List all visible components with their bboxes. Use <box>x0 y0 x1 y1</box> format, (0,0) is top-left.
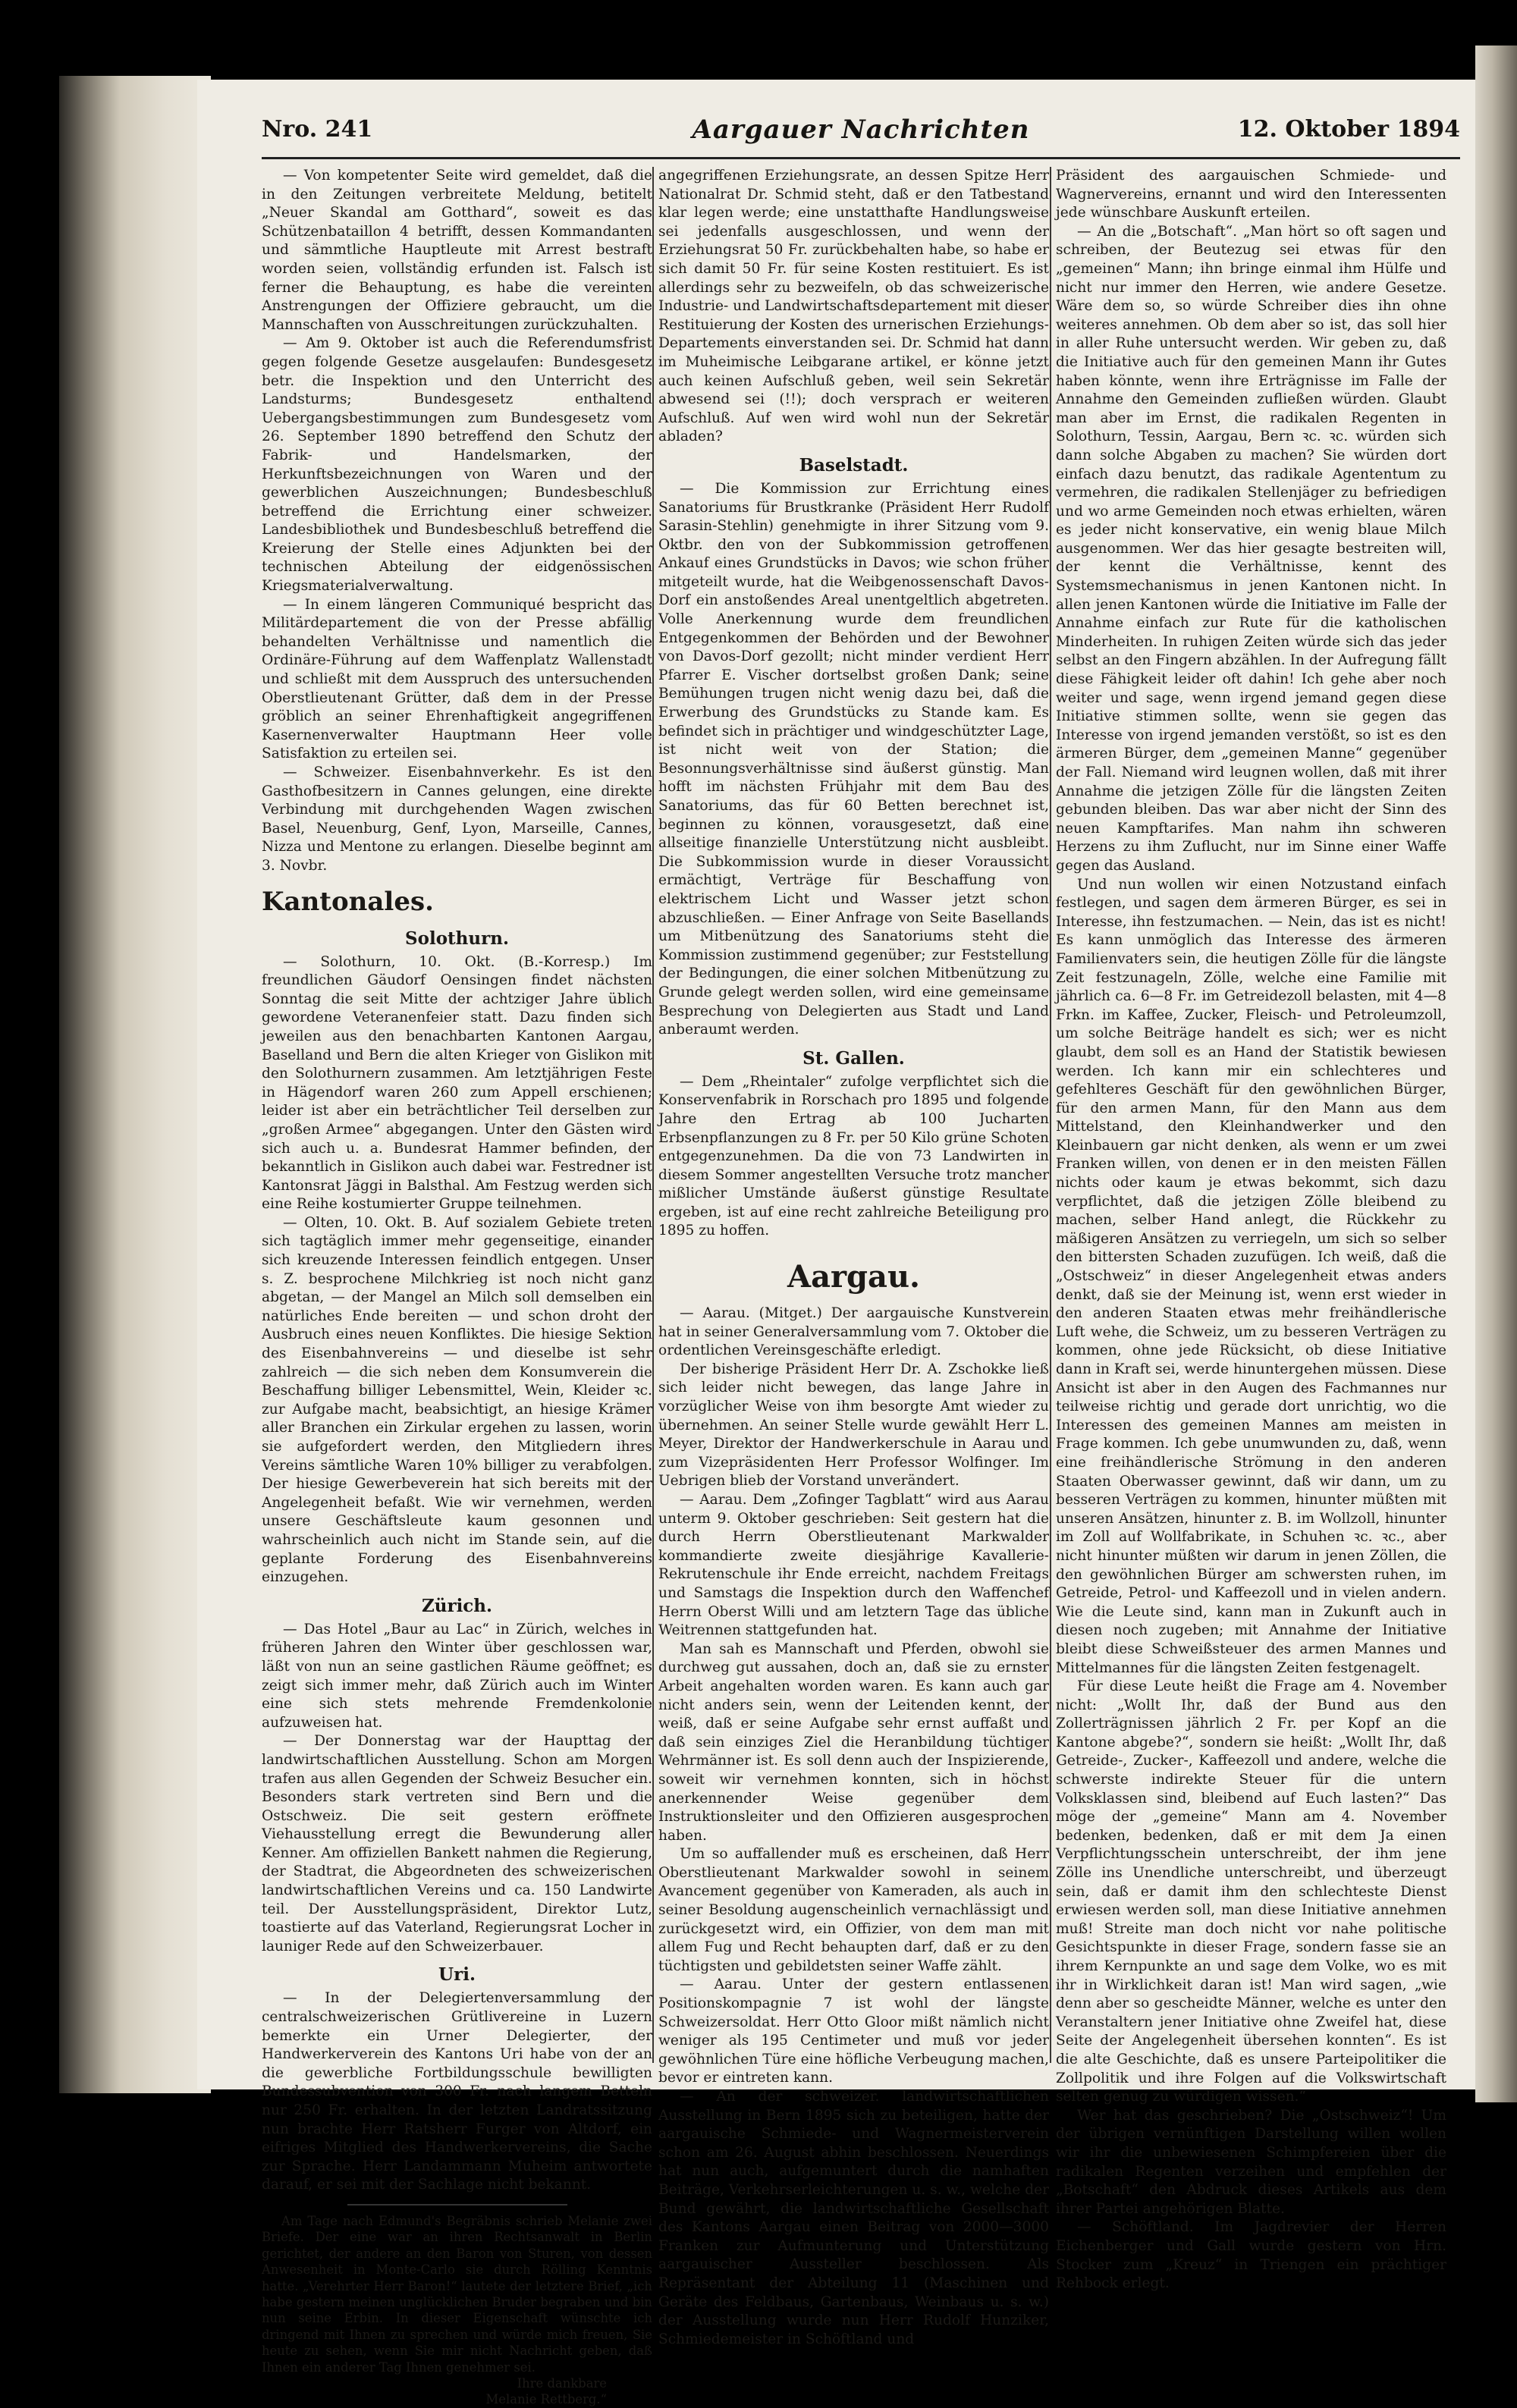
newspaper-sheet <box>197 80 1475 2407</box>
column-divider-1 <box>652 167 654 2063</box>
feuilleton-divider <box>347 2204 567 2206</box>
feuilleton-signature-line: Ihre dankbare <box>517 2376 607 2391</box>
article-paragraph: — Aarau. Unter der gestern entlassenen Positionskompagnie 7 ist wohl der längste Schweizersoldat. Herr Otto Gloor mißt nämlich nicht weniger als 195 Centimeter und muß vor jeder gewöhnlichen Türe eine höfliche Verbeugung machen, bevor er eintreten kann. <box>658 1976 1049 2086</box>
subheading-zuerich: Zürich. <box>421 1595 493 1616</box>
article-paragraph: — Solothurn, 10. Okt. (B.-Korresp.) Im freundlichen Gäudorf Oensingen findet nächsten Sonntag die seit Mitte der achtziger Jahre üblich gewordene Veteranenfeier statt. Dazu finden sich jeweilen aus den benachbarten Kantonen Aargau, Baselland und Bern die alten Krieger von Gislikon mit den Solothurnern zusammen. Am letztjährigen Feste in Hägendorf waren 260 zum Appell erschienen; leider ist aber ein beträchtlicher Teil derselben zur „großen Armee“ abgegangen. Unter den Gästen wird sich auch u. a. Bundesrat Hammer befinden, der bekanntlich in Gislikon auch dabei war. Festredner ist Kantonsrat Jäggi in Balsthal. Am Festzug werden sich eine Reihe kostumierter Gruppe teilnehmen. <box>262 953 652 1213</box>
page-edge-right <box>1475 46 1517 2102</box>
article-paragraph: Wer hat das geschrieben? Die „Ostschweiz“! Um der übrigen vernünftigen Darstellung willen wollen wir ihr die unbewiesenen Schimpfereien über die radikalen Regenten verzeihen und empfehlen der „Botschaft“ den Abdruck dieses Artikels aus dem ihrer Partei angehörigen Blatte. <box>1056 2107 1446 2217</box>
article-paragraph: angegriffenen Erziehungsrate, an dessen Spitze Herr Nationalrat Dr. Schmid steht, daß er den Tatbestand klar legen werde; eine unstatthafte Handlungsweise sei jedenfalls ausgeschlossen, und wenn der Erziehungsrat 50 Fr. zurückbehalten habe, so habe er sich damit 50 Fr. für seine Kosten restituiert. Es ist allerdings sehr zu bezweifeln, ob das schweizerische Industrie- und Landwirtschaftsdepartement mit dieser Restituierung der Kosten des urnerischen Erziehungs-Departements einverstanden sei. Dr. Schmid hat dann im Muheimische Leibgarane artikel, er könne jetzt auch keinen Aufschluß geben, weil sein Sekretär abwesend sei (!!); doch versprach er weiteren Aufschluß. Auf wen wird wohl nun der Sekretär abladen? <box>658 168 1049 445</box>
article-paragraph: Für diese Leute heißt die Frage am 4. November nicht: „Wollt Ihr, daß der Bund aus den Zollerträgnissen jährlich 2 Fr. per Kopf an die Kantone abgebe?“, sondern sie heißt: „Wollt Ihr, daß Getreide-, Zucker-, Kaffeezoll und andere, welche die schwerste indirekte Steuer für die untern Volksklassen sind, bleibend auf Euch lasten?“ Das möge der „gemeine“ Mann am 4. November bedenken, bedenken, daß er mit dem Ja einen Verpflichtungsschein unterschreibt, der ihm jene Zölle ins Unendliche unterschreibt, und überzeugt sein, daß er damit ihm den schlechteste Dienst erwiesen werden soll, man diese Initiative annehmen muß! Streite man doch nicht vor nahe politische Gesichtspunkte in dieser Frage, sondern fasse sie an ihrem Kernpunkte an und sage dem Volke, wo es mit ihr in Wirklichkeit daran ist! Man wird sagen, „wie denn aber so gescheidte Männer, welche es unter den Veranstaltern jener Initiative ohne Zweifel hat, diese Seite der Angelegenheit übersehen konnten“. Es ist die alte Geschichte, daß es unsere Parteipolitiker die Zollpolitik und ihre Folgen auf die Volkswirtschaft selten genug zu würdigen wissen.“ <box>1056 1678 1446 2105</box>
article-paragraph: — Schweizer. Eisenbahnverkehr. Es ist den Gasthofbesitzern in Cannes gelungen, eine direkte Verbindung mit durchgehenden Wagen zwischen Basel, Neuenburg, Genf, Lyon, Marseille, Cannes, Nizza und Mentone zu erlangen. Dieselbe beginnt am 3. Novbr. <box>262 764 652 874</box>
column-2 <box>658 167 1049 2347</box>
subheading-stgallen: St. Gallen. <box>802 1047 905 1069</box>
masthead-rule <box>262 157 1460 159</box>
article-paragraph: — An der schweizer. landwirtschaftlichen Ausstellung in Bern 1895 sich zu beteiligen, hatte der aargauische Schmiede- und Wagnermeisterverein schon am 26. August abhin beschlossen. Neuerdings hat nun auch, aufgemuntert durch die namhaften Beiträge, Verkehrserleichterungen u. s. w., welche der Bund gewährt, die landwirtschaftliche Gesellschaft des Kantons Aargau einen Beitrag von 2000—3000 Franken zur Aufmunterung und Unterstützung aargauischer Aussteller beschlossen. Als Repräsentant der Abteilung 11 (Maschinen und Geräte des Feldbaus, Gartenbaus, Weinbaus u. s. w.) der Ausstellung wurde nun Herr Rudolf Hunziker, Schmiedemeister in Schöftland und <box>658 2089 1049 2347</box>
article-paragraph: — Schöftland. Im Jagdrevier der Herren Eichenberger und Gall wurde gestern von Hrn. Stocker zum „Kreuz“ in Triengen ein prächtiger Rehbock erlegt. <box>1056 2219 1446 2292</box>
book-binding-edge <box>59 76 211 2093</box>
issue-number: Nro. 241 <box>262 116 373 143</box>
subheading-uri: Uri. <box>438 1964 476 1986</box>
article-paragraph: — An die „Botschaft“. „Man hört so oft sagen und schreiben, der Beutezug sei etwas für den „gemeinen“ Mann; ihn bringe einmal ihm Hülfe und nicht nur immer den Herren, wie andere Gesetze. Wäre dem so, so würde Schreiber dies ihn ohne weiteres annehmen. Ob dem aber so ist, das soll hier in aller Ruhe untersucht werden. Wir geben zu, daß die Initiative auch für den gemeinen Mann ihr Gutes haben könnte, wenn ihre Erträgnisse im Falle der Annahme den Gemeinden zufließen würden. Glaubt man aber im Ernst, die radikalen Regenten in Solothurn, Tessin, Aargau, Bern ꝛc. ꝛc. würden sich dann solche Abgaben zu machen? Sie würden dort einfach dazu benutzt, das radikale Agententum zu vermehren, die radikalen Stellenjäger zu befriedigen und wo arme Gemeinden noch etwas erhielten, wären es jeder nicht konservative, ein wenig blaue Milch ausgenommen. Wer das hier gesagte bestreiten will, der kennt die Verhältnisse, kennt des Systemsmechanismus in jenen Kantonen nicht. In allen jenen Kantonen würde die Initiative im Falle der Annahme einfach zur Rute für die katholischen Minderheiten. In ruhigen Zeiten würde sich das jeder selbst an den Fingern abzählen. In der Aufregung fällt diese Fähigkeit leider oft dahin! Ich gehe aber noch weiter und sage, wenn irgend jemand gegen diese Initiative stimmen sollte, wenn sie gegen das Interesse von irgend jemanden verstößt, so ist es den ärmeren Bürger, dem „gemeinen Manne“ gegenüber der Fall. Niemand wird leugnen wollen, daß mit ihrer Annahme die jetzigen Zölle für die längsten Zeiten gebunden bleiben. Das war aber nicht der Sinn des neuen Kampftarifes. Man nahm ihn schweren Herzens zu ihm Zuflucht, nur im Sinne einer Waffe gegen das Ausland. <box>1056 223 1446 874</box>
section-heading-kantonales: Kantonales. <box>262 886 434 917</box>
feuilleton-paragraph: Am Tage nach Edmund's Begräbnis schrieb Melanie zwei Briefe. Der eine war an ihren Rechtsanwalt in Berlin gerichtet, der andere an den Baron von Sturen, von dessen Anwesenheit in Monte-Carlo sie durch Rölling Kenntnis hatte. „Verehrter Herr Baron!“ lautete der letztere Brief, „ich habe gestern meinen unglücklichen Bruder begraben und bin nun seine Erbin. In dieser Eigenschaft wünschte ich dringend mit Ihnen zu sprechen und würde mich freuen, Sie heute zu sehen, wenn Sie mir nicht Nachricht geben, daß Ihnen ein anderer Tag Ihnen genehmer sei. <box>262 2213 652 2375</box>
article-paragraph: — Von kompetenter Seite wird gemeldet, daß die in den Zeitungen verbreitete Meldung, betitelt „Neuer Skandal am Gotthard“, soweit es das Schützenbataillon 4 betrifft, dessen Kommandanten und sämmtliche Hauptleute mit Arrest bestraft worden seien, vollständig erfunden ist. Falsch ist ferner die Behauptung, es habe die vereinten Anstrengungen der Offiziere gebraucht, um die Mannschaften von Ausschreitungen zurückzuhalten. <box>262 168 652 333</box>
feuilleton <box>262 2213 652 2408</box>
article-paragraph: — Das Hotel „Baur au Lac“ in Zürich, welches in früheren Jahren den Winter über geschlossen war, läßt von nun an seine gastlichen Räume geöffnet; es zeigt sich immer mehr, daß Zürich auch im Winter eine sich stets mehrende Fremdenkolonie aufzuweisen hat. <box>262 1621 652 1731</box>
article-paragraph: — Die Kommission zur Errichtung eines Sanatoriums für Brustkranke (Präsident Herr Rudolf Sarasin-Stehlin) genehmigte in ihrer Sitzung vom 9. Oktbr. den von der Subkommission getroffenen Ankauf eines Grundstücks in Davos; wie schon früher mitgeteilt wurde, hat die Weibgenossenschaft Davos-Dorf ein anstoßendes Areal unentgeltlich abgetreten. Volle Anerkennung wurde dem freundlichen Entgegenkommen der Behörden und der Bewohner von Davos-Dorf gezollt; nicht minder verdient Herr Pfarrer E. Vischer dortselbst großen Dank; seine Bemühungen trugen nicht wenig dazu bei, daß die Erwerbung des Grundstücks zu Stande kam. Es befindet sich in prächtiger und windgeschützter Lage, ist nicht weit von der Station; die Besonnungsverhältnisse sind äußerst günstig. Man hofft im nächsten Frühjahr mit dem Bau des Sanatoriums, das für 60 Betten berechnet ist, beginnen zu können, vorausgesetzt, daß eine allseitige finanzielle Unterstützung nicht ausbleibt. Die Subkommission wurde in dieser Voraussicht ermächtigt, Verträge für Beschaffung von elektrischem Licht und Wasser jetzt schon abzuschließen. — Einer Anfrage von Seite Basellands um Mitbenützung des Sanatoriums steht die Kommission zustimmend gegenüber; zur Feststellung der Bedingungen, die einer solchen Mitbenützung zu Grunde gelegt werden sollen, wird eine gemeinsame Besprechung von Delegierten aus Stadt und Land anberaumt werden. <box>658 480 1049 1038</box>
article-paragraph: — Aarau. (Mitget.) Der aargauische Kunstverein hat in seiner Generalversammlung vom 7. Oktober die ordentlichen Vereinsgeschäfte erledigt. <box>658 1305 1049 1359</box>
article-paragraph: — Am 9. Oktober ist auch die Referendumsfrist gegen folgende Gesetze ausgelaufen: Bundesgesetz betr. die Inspektion und den Unterricht des Landsturms; Bundesgesetz enthaltend Uebergangsbestimmungen zum Bundesgesetz vom 26. September 1890 betreffend den Schutz der Fabrik- und Handelsmarken, der Herkunftsbezeichnungen von Waren und der gewerblichen Auszeichnungen; Bundesbeschluß betreffend die Errichtung einer schweizer. Landesbibliothek und Bundesbeschluß betreffend die Kreierung der Stelle eines Adjunkten bei der technischen Abteilung der eidgenössischen Kriegsmaterialverwaltung. <box>262 335 652 595</box>
article-paragraph: — Olten, 10. Okt. B. Auf sozialem Gebiete treten sich tagtäglich immer mehr gegenseitige, einander sich kreuzende Interessen feindlich entgegen. Unser s. Z. besprochene Milchkrieg ist noch nicht ganz abgetan, — der Mangel an Milch soll demselben ein natürliches Ende bereiten — und schon droht der Ausbruch eines neuen Konfliktes. Die hiesige Sektion des Eisenbahnvereins — und dieselbe ist sehr zahlreich — die sich neben dem Konsumverein die Beschaffung billiger Lebensmittel, Wein, Kleider ꝛc. zur Aufgabe macht, beabsichtigt, an hiesige Krämer aller Branchen ein Zirkular ergehen zu lassen, worin sie aufgefordert werden, den Mitgliedern ihres Vereins sämtliche Waren 10% billiger zu verabfolgen. Der hiesige Gewerbeverein hat sich bereits mit der Angelegenheit befaßt. Wie wir vernehmen, werden unsere Geschäftsleute kaum gesonnen und wahrscheinlich auch nicht im Stande sein, auf die geplante Forderung des Eisenbahnvereins einzugehen. <box>262 1214 652 1586</box>
article-paragraph: Um so auffallender muß es erscheinen, daß Herr Oberstlieutenant Markwalder sowohl in seinem Avancement gegenüber von Kameraden, als auch in seiner Besoldung augenscheinlich vernachlässigt und zurückgesetzt wird, ein Offizier, von dem man mit allem Fug und Recht behaupten darf, daß er zu den tüchtigsten und gebildetsten seiner Waffe zählt. <box>658 1846 1049 1974</box>
subheading-solothurn: Solothurn. <box>405 928 509 949</box>
column-3 <box>1056 167 1446 2292</box>
subheading-baselstadt: Baselstadt. <box>799 454 909 476</box>
article-paragraph: Und nun wollen wir einen Notzustand einfach festlegen, und sagen dem ärmeren Bürger, es sei in Interesse, ihn festzumachen. — Nein, das ist es nicht! Es kann unmöglich das Interesse des ärmeren Familienvaters sein, die heutigen Zölle für die längste Zeit festzunageln, Zölle, welche eine Familie mit jährlich ca. 6—8 Fr. im Getreidezoll belasten, mit 4—8 Frkn. im Kaffee, Zucker, Fleisch- und Petroleumzoll, um solche Beiträge handelt es sich; wer es nicht glaubt, dem soll es an Hand der Statistik bewiesen werden. Ich kann mir ein schlechteres und gefehlteres Geschäft für den gewöhnlichen Bürger, für den armen Mann, für den Mann aus dem Mittelstand, den Kleinhandwerker und den Kleinbauern gar nicht denken, als wenn er um zwei Franken willen, von denen er in den meisten Fällen nichts oder kaum je etwas bekommt, sich dazu verpflichtet, daß die jetzigen Zölle bleibend zu machen, selber Hand anlegt, die Rückkehr zu mäßigeren Ansätzen zu verriegeln, um sich so selber den bittersten Schaden zuzufügen. Ich weiß, daß die „Ostschweiz“ in dieser Angelegenheit etwas anders denkt, daß sie der Meinung ist, wenn erst wieder in den anderen Staaten etwas mehr freihändlerische Luft wehe, die Schweiz, um zu besseren Verträgen zu kommen, ohne jede Rücksicht, ob diese Initiative dann in Kraft sei, werde hinuntergehen müssen. Diese Ansicht ist aber in den Augen des Fachmannes nur teilweise richtig und gerade dort unrichtig, wo die Interessen des gemeinen Mannes am meisten in Frage kommen. Ich gebe unumwunden zu, daß, wenn eine freihändlerische Strömung in den anderen Staaten Oberwasser gewinnt, daß wir dann, um zu besseren Verträgen zu kommen, hinunter müßten mit unseren Ansätzen, hinunter z. B. im Wollzoll, hinunter im Zoll auf Wollfabrikate, in Schuhen ꝛc. ꝛc., aber nicht hinunter müßten wir darum in jenen Zöllen, die den gewöhnlichen Bürger am schwersten ruhen, im Getreide, Petrol- und Kaffeezoll und in vielen andern. Wie die Leute sind, kann man in Zukunft auch in diesen noch zugeben; mit Annahme der Initiative bleibt diese Schweißsteuer des armen Mannes und Mittelmannes für die längsten Zeiten festgenagelt. <box>1056 876 1446 1676</box>
article-paragraph: — Aarau. Dem „Zofinger Tagblatt“ wird aus Aarau unterm 9. Oktober geschrieben: Seit gestern hat die durch Herrn Oberstlieutenant Markwalder kommandierte zweite diesjährige Kavallerie-Rekrutenschule ihr Ende erreicht, nachdem Freitags und Samstags die Inspektion durch den Waffenchef Herrn Oberst Willi und am letztern Tage das übliche Weitrennen stattgefunden hat. <box>658 1492 1049 1639</box>
article-paragraph: — In der Delegiertenversammlung der centralschweizerischen Grütlivereine in Luzern bemerkte ein Urner Delegierter, der Handwerkerverein des Kantons Uri habe von der an die gewerbliche Fortbildungsschule bewilligten Bundessubvention von 300 Fr. nach langem Betteln nur 250 Fr. erhalten. In der letzten Landratssitzung nun brachte Herr Ratsherr Furger von Altdorf, ein eifriges Mitglied des Handwerkervereins, die Sache zur Sprache. Herr Landammann Muheim antwortete darauf, er sei mit der Sachlage nicht bekannt. <box>262 1990 652 2193</box>
article-paragraph: Präsident des aargauischen Schmiede- und Wagnervereins, ernannt und wird den Interessenten jede wünschbare Auskunft erteilen. <box>1056 168 1446 221</box>
article-paragraph: Man sah es Mannschaft und Pferden, obwohl sie durchweg gut aussahen, doch an, daß sie zu ernster Arbeit angehalten worden waren. Es kann auch gar nicht anders sein, wenn der Leitenden kennt, der weiß, daß er seine Aufgabe sehr ernst auffaßt und daß sein einziges Ziel die Heranbildung tüchtiger Wehrmänner ist. Es soll denn auch der Inspizierende, soweit wir vernehmen konnten, sich in höchst anerkennender Weise gegenüber dem Instruktionsleiter und den Offizieren ausgesprochen haben. <box>658 1640 1049 1844</box>
masthead <box>262 111 1460 157</box>
issue-date: 12. Oktober 1894 <box>1237 116 1460 143</box>
section-heading-aargau: Aargau. <box>787 1259 920 1295</box>
feuilleton-signature-name: Melanie Rettberg.“ <box>485 2392 607 2407</box>
article-paragraph: — Der Donnerstag war der Haupttag der landwirtschaftlichen Ausstellung. Schon am Morgen trafen aus allen Gegenden der Schweiz Besucher ein. Besonders stark vertreten sind Bern und die Ostschweiz. Die seit gestern eröffnete Viehausstellung erregt die Bewunderung aller Kenner. Am offiziellen Bankett nahmen die Regierung, der Stadtrat, die Abgeordneten des schweizerischen landwirtschaftlichen Vereins und ca. 150 Landwirte teil. Der Ausstellungspräsident, Direktor Lutz, toastierte auf das Vaterland, Regierungsrat Locher in launiger Rede auf den Schweizerbauer. <box>262 1733 652 1954</box>
newspaper-title: Aargauer Nachrichten <box>692 115 1030 145</box>
column-divider-2 <box>1050 167 1051 2063</box>
column-1 <box>262 167 652 2407</box>
article-paragraph: Der bisherige Präsident Herr Dr. A. Zschokke ließ sich leider nicht bewegen, das lange Jahre in vorzüglicher Weise von ihm besorgte Amt wieder zu übernehmen. An seiner Stelle wurde gewählt Herr L. Meyer, Direktor der Handwerkerschule in Aarau und zum Vizepräsidenten Herr Professor Wolfinger. Im Uebrigen blieb der Vorstand unverändert. <box>658 1361 1049 1490</box>
article-paragraph: — Dem „Rheintaler“ zufolge verpflichtet sich die Konservenfabrik in Rorschach pro 1895 und folgende Jahre den Ertrag ab 100 Jucharten Erbsenpflanzungen zu 8 Fr. per 50 Kilo grüne Schoten entgegenzunehmen. Da die von 73 Landwirten in diesem Sommer angestellten Versuche trotz mancher mißlicher Umstände äußerst günstige Resultate ergeben, ist auf eine recht zahlreiche Beteiligung pro 1895 zu hoffen. <box>658 1073 1049 1239</box>
article-paragraph: — In einem längeren Communiqué bespricht das Militärdepartement die von der Presse abfällig behandelten Verhältnisse und namentlich die Ordinäre-Führung auf dem Waffenplatz Wallenstadt und schließt mit dem Ausspruch des untersuchenden Oberstlieutenant Grütter, daß dem in der Presse gröblich an seiner Ehrenhaftigkeit angegriffenen Kasernenverwalter Hauptmann Heer volle Satisfaktion zu erteilen sei. <box>262 596 652 762</box>
